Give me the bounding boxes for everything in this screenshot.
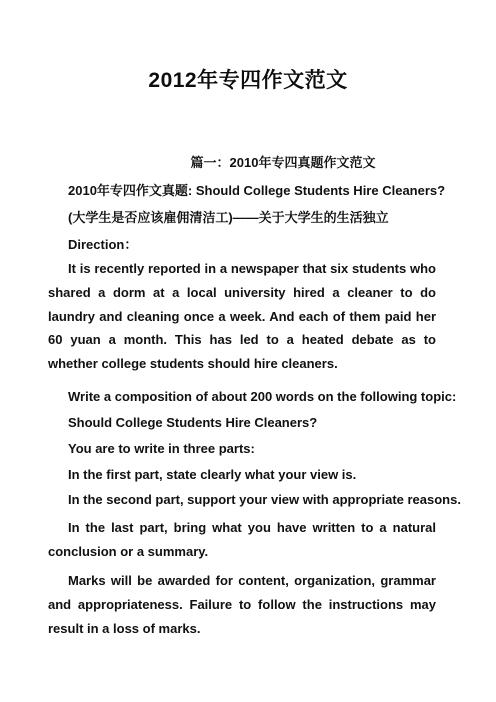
exam-heading: 2010年专四作文真题: Should College Students Hire Cleaners?	[68, 183, 446, 198]
part-three-instruction: In the last part, bring what you have written to a natural conclusion or a summary.	[48, 520, 436, 559]
part-one-instruction: In the first part, state clearly what your view is.	[68, 467, 357, 482]
instruction-line: Write a composition of about 200 words on the following topic:	[68, 389, 457, 404]
section-subtitle: 篇一：2010年专四真题作文范文	[190, 155, 376, 170]
direction-label: Direction：	[68, 237, 138, 252]
part-two-instruction: In the second part, support your view with appropriate reasons.	[68, 492, 461, 507]
topic-line: Should College Students Hire Cleaners?	[68, 415, 318, 430]
instruction-parts: You are to write in three parts:	[68, 441, 255, 456]
document-title: 2012年专四作文范文	[148, 69, 348, 92]
prompt-paragraph: It is recently reported in a newspaper that six students who shared a dorm at a local university hired a cleaner to do laundry and cleaning once a week. And each of them paid her 60 yuan a month. This has led to a heated debate as to whether college students should hire cleaners.	[48, 261, 436, 372]
marks-paragraph: Marks will be awarded for content, organization, grammar and appropriateness. Failure to follow the instructions may result in a loss of marks.	[48, 573, 436, 636]
exam-heading-chinese: (大学生是否应该雇佣清洁工)——关于大学生的生活独立	[68, 210, 389, 225]
